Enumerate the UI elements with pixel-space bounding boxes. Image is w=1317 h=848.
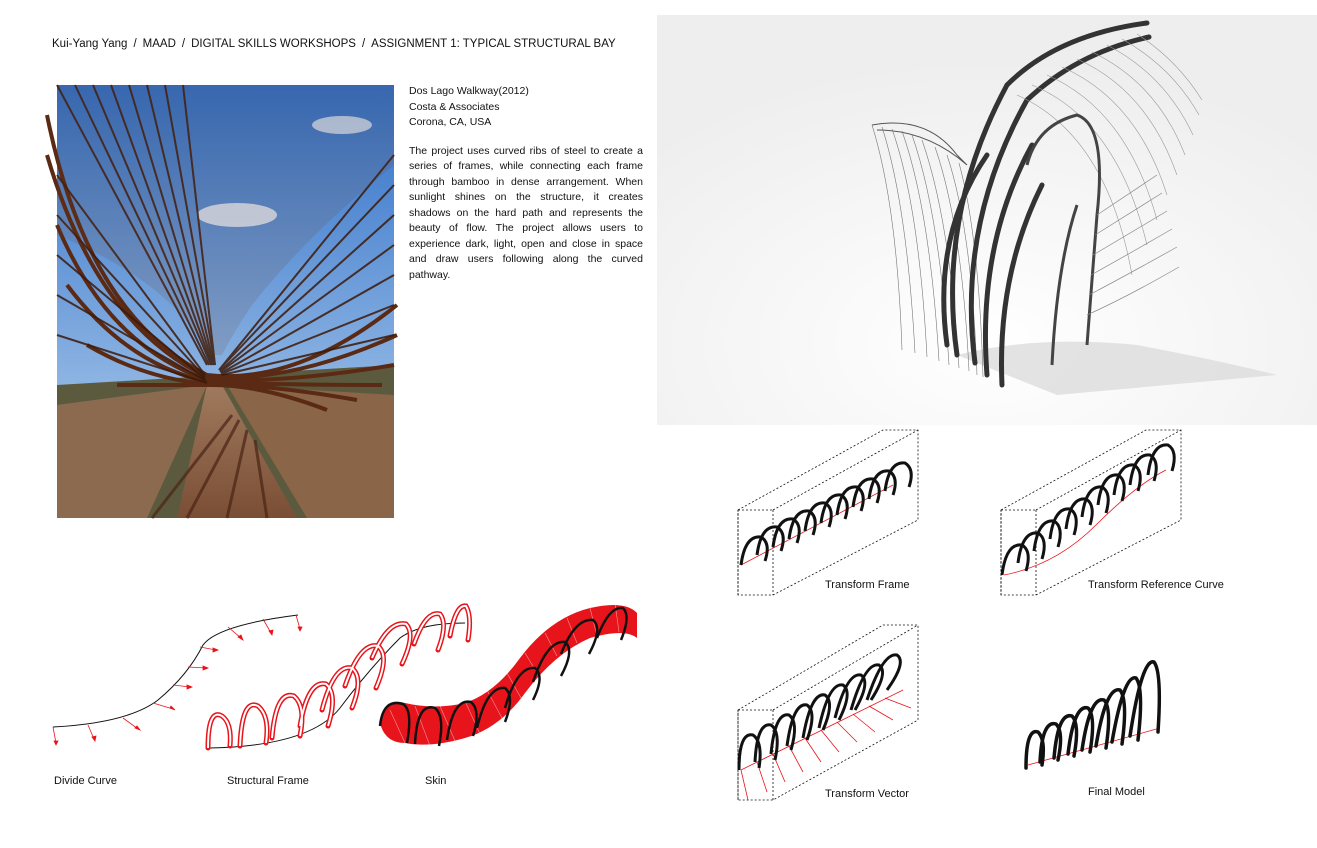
author-name: Kui-Yang Yang: [52, 38, 128, 50]
project-info: [409, 84, 643, 283]
project-description: The project uses curved ribs of steel to create a series of frames, while connecting each frame through bamboo in dense arrangement. When sunlight shines on the structure, it creates shadows on the hard path and represents the beauty of flow. The project allows users to experience dark, light, open and close in space and draw users following along the curved pathway.: [409, 144, 643, 281]
transform-frame-diagram: [733, 425, 923, 600]
skin-diagram: [375, 598, 645, 763]
assignment-title: ASSIGNMENT 1: TYPICAL STRUCTURAL BAY: [371, 38, 616, 50]
transform-vector-diagram: [733, 620, 923, 805]
final-model-diagram: [1020, 650, 1170, 775]
caption-transform-frame: Transform Frame: [825, 579, 910, 591]
program-name: MAAD: [142, 38, 176, 50]
project-architect: Costa & Associates: [409, 100, 500, 113]
caption-skin: Skin: [425, 775, 447, 787]
course-name: DIGITAL SKILLS WORKSHOPS: [191, 38, 356, 50]
walkway-photo: [57, 85, 394, 518]
caption-transform-vector: Transform Vector: [825, 788, 909, 800]
caption-structural-frame: Structural Frame: [227, 775, 309, 787]
transform-reference-curve-diagram: [996, 425, 1186, 600]
project-location: Corona, CA, USA: [409, 116, 492, 128]
caption-divide-curve: Divide Curve: [54, 775, 117, 787]
page-header: Kui-Yang Yang / MAAD / DIGITAL SKILLS WORKSHOPS / ASSIGNMENT 1: TYPICAL STRUCTURAL BAY: [52, 38, 616, 50]
structure-rendering: [657, 15, 1317, 425]
project-name: Dos Lago Walkway(2012): [409, 85, 529, 97]
caption-final-model: Final Model: [1088, 786, 1145, 798]
caption-transform-reference-curve: Transform Reference Curve: [1088, 579, 1224, 591]
